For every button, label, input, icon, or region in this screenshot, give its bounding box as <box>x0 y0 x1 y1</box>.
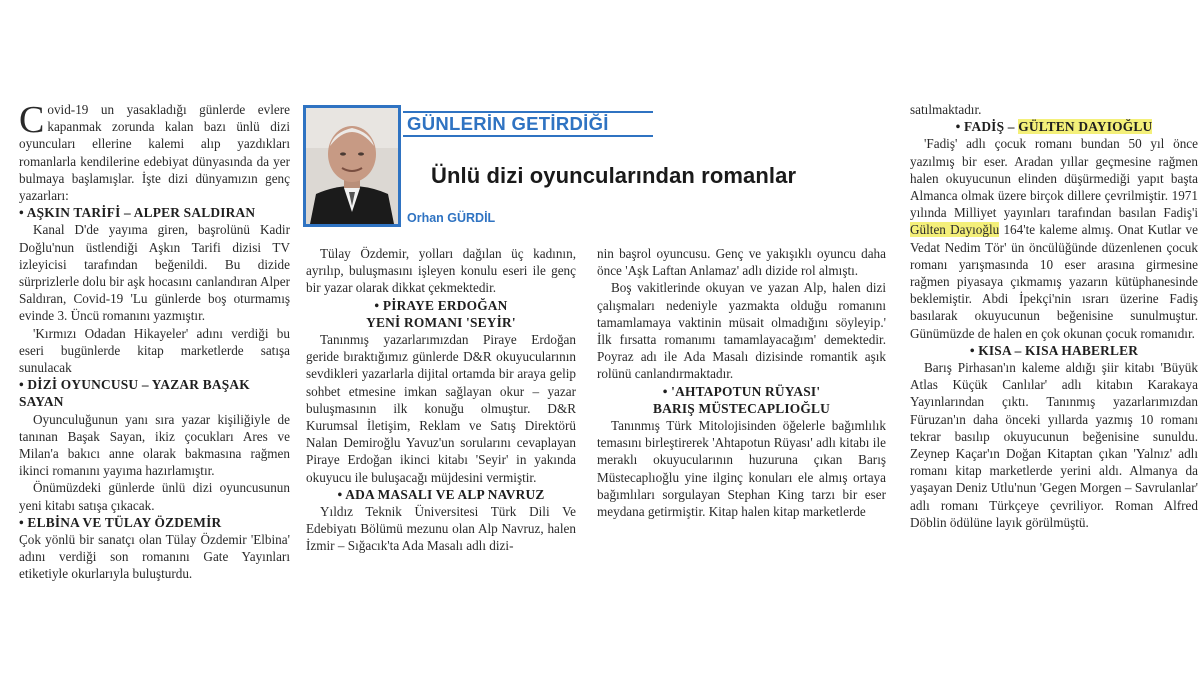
text-run: 'Fadiş' adlı çocuk romanı bundan 50 yıl önce yazılmış bir eser. Aradan yıllar geçmesine rağmen halen okuyucunun elinden düşürmediği yapıt başta Almanca olmak üzere birçok dillere çevrilmiştir. 1971 yılında Milliyet yayınları tarafından basılan Fadiş'i <box>910 136 1198 221</box>
paragraph: Önümüzdeki günlerde ünlü dizi oyuncusunun yeni kitabı satışa çıkacak. <box>19 480 290 513</box>
heading-prefix: • FADİŞ – <box>955 119 1015 135</box>
paragraph: Çok yönlü bir sanatçı olan Tülay Özdemir 'Elbina' adını verdiği son romanını Gate Yayınları etiketiyle okurlarıyla buluşturdu. <box>19 532 290 582</box>
author-photo <box>303 105 401 227</box>
paragraph: Yıldız Teknik Üniversitesi Türk Dili Ve Edebiyatı Bölümü mezunu olan Alp Navruz, halen İzmir – Sığacık'ta Ada Masalı adlı dizi- <box>306 504 576 554</box>
section-heading-piraye-erdogan: • PİRAYE ERDOĞAN <box>374 297 508 313</box>
paragraph: Tanınmış yazarlarımızdan Piraye Erdoğan geride bıraktığımız günlerde D&R okuyucularının sevdikleri yazarlarla dijital ortamda bir araya gelip sohbet etmesine imkan sağlayan okur – yazar buluşmasının ilk konuğu olmuştur. D&R Kurumsal İletişim, Reklam ve Satış Direktörü Nalan Demiroğlu Yavuz'un sorularını cevaplayan Piraye Erdoğan ikinci kitabı 'Seyir' in yakında okuyucu ile buluşacağı müjdesini vermiştir. <box>306 332 576 485</box>
section-heading-ahtapotun-ruyasi: • 'AHTAPOTUN RÜYASI' <box>662 383 821 399</box>
paragraph: satılmaktadır. <box>910 102 982 117</box>
column-series-title: GÜNLERİN GETİRDİĞİ <box>403 111 653 137</box>
column-1 <box>19 101 290 583</box>
section-heading-elbina: • ELBİNA VE TÜLAY ÖZDEMİR <box>19 514 222 530</box>
section-heading-askin-tarifi: • AŞKIN TARİFİ – ALPER SALDIRAN <box>19 205 256 221</box>
section-heading-seyir: YENİ ROMANI 'SEYİR' <box>366 314 516 330</box>
headline: Ünlü dizi oyuncularından romanlar <box>431 163 797 188</box>
column-2 <box>306 245 576 555</box>
section-heading-kisa-haberler: • KISA – KISA HABERLER <box>969 342 1139 358</box>
section-heading-ada-masali: • ADA MASALI VE ALP NAVRUZ <box>337 486 545 502</box>
intro-text: ovid-19 un yasakladığı günlerde evlere kapanmak zorunda kalan bazı ünlü dizi oyuncuları ellerine kalemi alıp yazdıkları romanlarla kendilerine edebiyat dünyasında da yer bulmaya başlamışlar. İşte dizi dünyamızın genç yazarları: <box>19 102 290 204</box>
portrait-image <box>306 108 398 224</box>
intro-paragraph <box>19 101 290 204</box>
paragraph: Barış Pirhasan'ın kaleme aldığı şiir kitabı 'Büyük Atlas Küçük Canlılar' adlı kitabın Karakaya Yayınlarından çıktı. Tanınmış yazarlarımızdan Füruzan'ın daha önceki yıllarda yazmış 10 romanı tekrar basılıp okuyucunun beğenisine sunuldu. Zeynep Kaçar'ın Doğan Kitaptan çıkan 'Yalnız' adlı romanı kitap marketlerde yerini aldı. Almanya da yaşayan Deniz Utlu'nun 'Gegen Morgen – Savrulanlar' adlı romanı Türkçeye çevriliyor. Roman Alfred Döblin ödülüne layık görülmüştü. <box>910 360 1198 530</box>
column-3 <box>597 245 886 520</box>
highlighted-author-name: GÜLTEN DAYIOĞLU <box>1018 119 1153 135</box>
dropcap: C <box>19 99 45 141</box>
paragraph: 'Kırmızı Odadan Hikayeler' adını verdiği bu eseri bugünlerde kitap marketlerde satışa sunulacak <box>19 325 290 376</box>
text-run: 164'te kaleme almış. Onat Kutlar ve Vedat Nedim Tör' ün öncülüğünde düzenlenen çocuk romanı yarışmasında 10 eser arasına girmesine rağmen piyasaya çıkmamış yazarın kütüphanesinde beklemiştir. Abdi İpekçi'nin ısrarı üzerine Fadiş basılarak okuyucunun beğenisine sunulmuştur. Günümüzde de halen en çok okunan çocuk romanıdır. <box>910 222 1199 341</box>
paragraph: Boş vakitlerinde okuyan ve yazan Alp, halen dizi çalışmaları nedeniyle yazmakta olduğu romanını tamamlamaya vaktinin müsait olmadığını söyleyip.' İlk fırsatta romanımı tamamlayacağım' demektedir. Poyraz adı ile Ada Masalı dizisinde romantik aşık rolünü canlandırmaktadır. <box>597 280 886 382</box>
paragraph: Kanal D'de yayıma giren, başrolünü Kadir Doğlu'nun üstlendiği Aşkın Tarifi dizisi TV izleyicisi tarafından beğenildi. Bu dizide sürprizlerle dolu bir aşk hocasını canlandıran Alper Saldıran, Covid-19 'Lu günlerde boş oturmamış evinde 3. Üncü romanını yazmıştır. <box>19 222 290 324</box>
column-4 <box>910 101 1198 531</box>
section-heading-basak-sayan: • DİZİ OYUNCUSU – YAZAR BAŞAK SAYAN <box>19 377 250 410</box>
author-name: Orhan GÜRDİL <box>407 211 496 225</box>
section-heading-baris-mustecaplioglu: BARIŞ MÜSTECAPLIOĞLU <box>653 400 830 416</box>
section-heading-fadis <box>910 118 1198 135</box>
highlighted-author-name: Gülten Dayıoğlu <box>910 222 1000 238</box>
paragraph: Oyunculuğunun yanı sıra yazar kişiliğiyle de tanınan Başak Sayan, ikiz çocukları Ares ve Milan'a bakıcı anne olarak bakmasına rağmen ikinci romanını yayıma hazırlamıştır. <box>19 411 290 479</box>
paragraph <box>910 135 1198 341</box>
paragraph: Tanınmış Türk Mitolojisinden öğelerle bağımlılık temasını birleştirerek 'Ahtapotun Rüyası' adlı kitabı ile meraklı okuyucularının huzuruna çıkan Barış Müstecaplıoğlu yine ilginç konuları ele almış ortaya bağımlıları sorgulayan Stephan King tarzı bir eser meydana getirmiştir. Kitap halen kitap marketlerde <box>597 418 886 520</box>
paragraph: nin başrol oyuncusu. Genç ve yakışıklı oyuncu daha önce 'Aşk Laftan Anlamaz' adlı dizide rol almıştı. <box>597 246 886 279</box>
article-header <box>303 105 893 232</box>
paragraph: Tülay Özdemir, yolları dağılan üç kadının, ayrılıp, buluşmasını işleyen konulu eseri ile genç bir yazar olarak dikkat çekmektedir. <box>306 246 576 296</box>
